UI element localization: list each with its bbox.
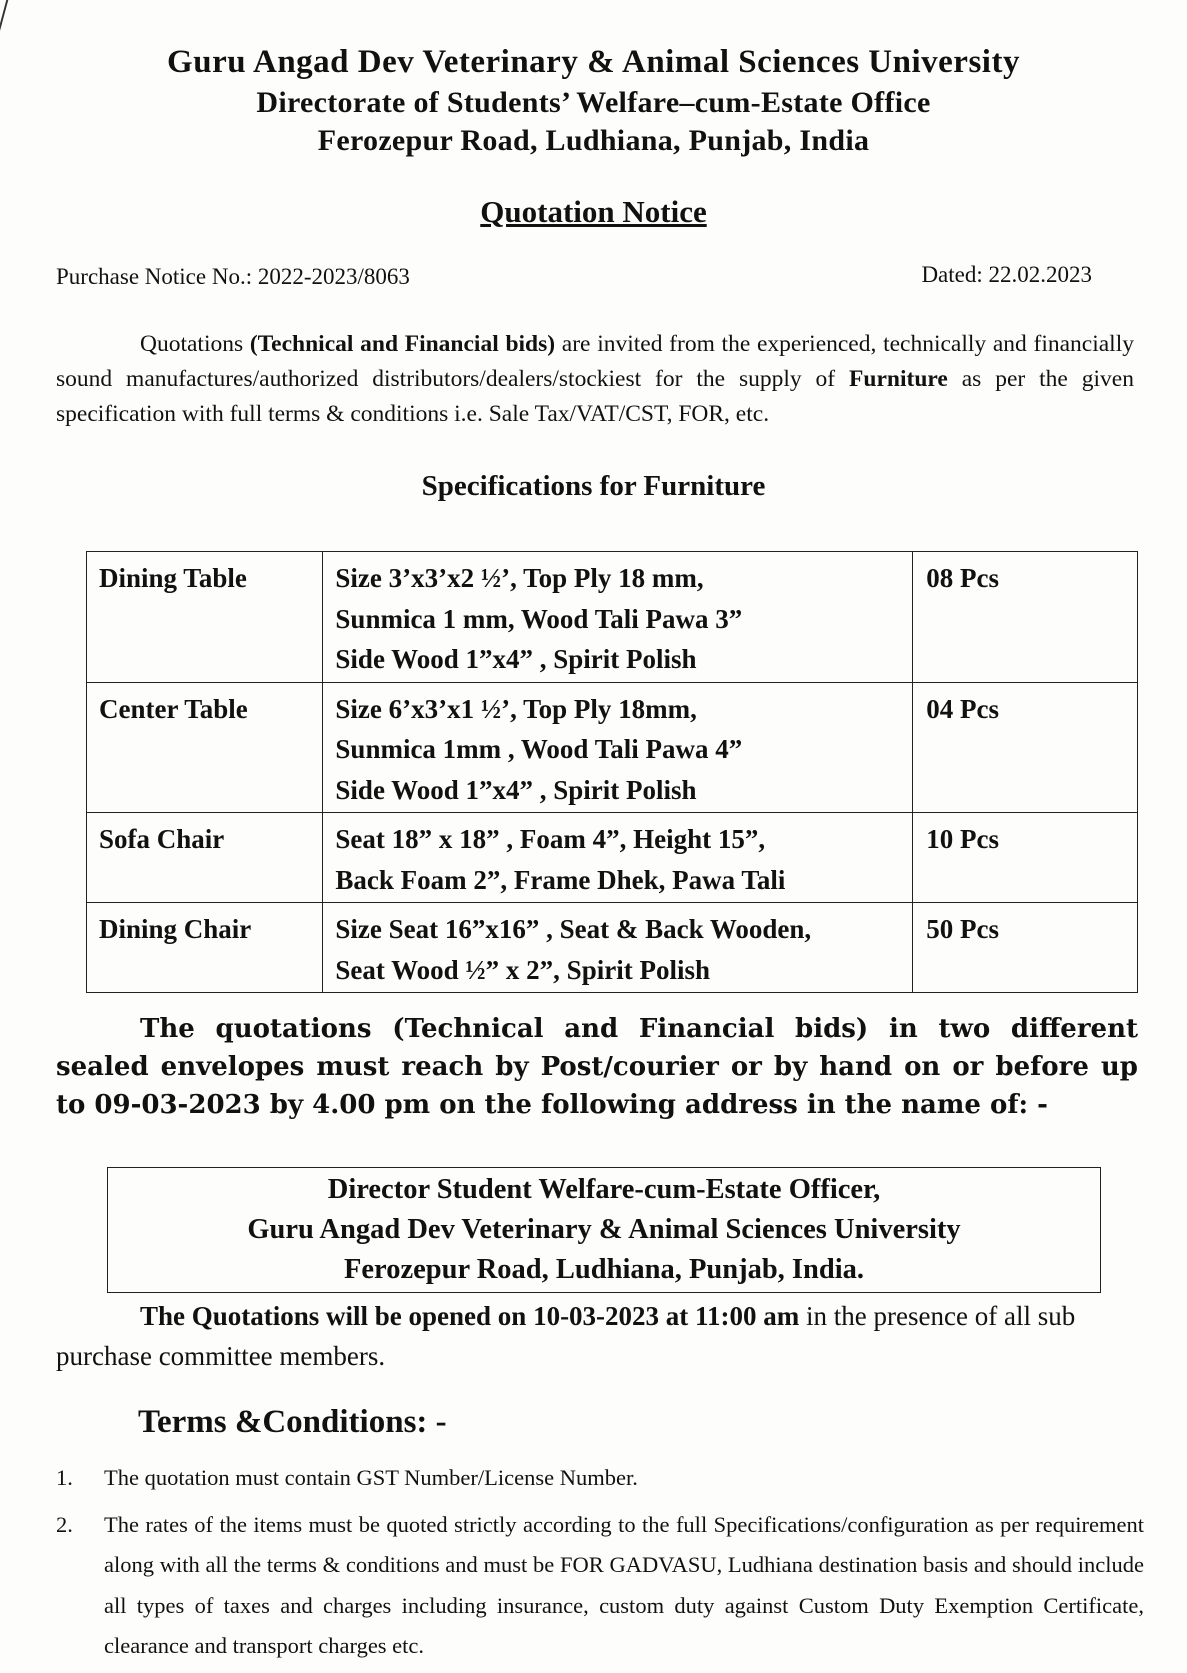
- directorate-name: Directorate of Students’ Welfare–cum-Estate Office: [256, 86, 931, 119]
- terms-title: Terms &Conditions: -: [138, 1404, 447, 1440]
- item-spec-cell: [323, 903, 913, 993]
- notice-title: Quotation Notice: [480, 194, 707, 229]
- notice-date: Dated: 22.02.2023: [921, 262, 1092, 287]
- intro-paragraph: [56, 327, 1134, 432]
- intro-bold-bids: (Technical and Financial bids): [249, 331, 556, 357]
- item-quantity-cell: 04 Pcs: [913, 682, 1138, 813]
- item-quantity-cell: 10 Pcs: [913, 813, 1138, 903]
- spec-line: Size 3’x3’x2 ½’, Top Ply 18 mm,: [335, 563, 704, 593]
- item-name-cell: Dining Chair: [87, 903, 323, 993]
- table-row: [87, 813, 1138, 903]
- submission-text: The quotations (Technical and Financial bids) in two different sealed envelopes must reach by Post/courier or by hand on or before up to 09-03-2023 by 4.00 pm on the following address in the name of: -: [56, 1014, 1138, 1120]
- office-address: Ferozepur Road, Ludhiana, Punjab, India: [317, 124, 870, 157]
- opening-paragraph: [56, 1296, 1146, 1376]
- intro-bold-furniture: Furniture: [849, 366, 948, 392]
- address-line-2: Guru Angad Dev Veterinary & Animal Sciences University: [247, 1214, 961, 1245]
- opening-bold-text: The Quotations will be opened on 10-03-2023 at 11:00 am: [140, 1301, 800, 1331]
- spec-line: Seat 18” x 18” , Foam 4”, Height 15”,: [335, 824, 766, 854]
- item-name-cell: Center Table: [87, 682, 323, 813]
- spec-line: Side Wood 1”x4” , Spirit Polish: [335, 644, 697, 674]
- corner-pen-mark: [0, 0, 16, 32]
- purchase-notice-number: Purchase Notice No.: 2022-2023/8063: [56, 264, 410, 289]
- intro-text-2: are invited from the experienced, technically and financially sound manufactures/authorized distributors/dealers/stockiest for the supply of: [56, 331, 1134, 392]
- terms-item-text: The rates of the items must be quoted strictly according to the full Specifications/configuration as per requirement along with all the terms & conditions and must be FOR GADVASU, Ludhiana destination basis and should include all types of taxes and charges including insurance, custom duty against Custom Duty Exemption Certificate, clearance and transport charges etc.: [104, 1511, 1144, 1658]
- spec-line: Size 6’x3’x1 ½’, Top Ply 18mm,: [335, 693, 697, 724]
- address-line-3: Ferozepur Road, Ludhiana, Punjab, India.: [344, 1254, 864, 1285]
- terms-item: [56, 1505, 1144, 1667]
- opening-rest-text: in the presence of all sub purchase committee members.: [56, 1301, 1076, 1371]
- specifications-table: [86, 551, 1138, 993]
- intro-text-3: as per the given specification with full terms & conditions i.e. Sale Tax/VAT/CST, FOR, etc.: [56, 366, 1134, 427]
- item-quantity-cell: 08 Pcs: [913, 552, 1138, 683]
- terms-item: [56, 1458, 1144, 1499]
- item-name-cell: Sofa Chair: [87, 813, 323, 903]
- item-quantity-cell: 50 Pcs: [913, 903, 1138, 993]
- terms-item-number: 2.: [56, 1511, 73, 1537]
- terms-list: [56, 1458, 1144, 1673]
- terms-item-text: The quotation must contain GST Number/License Number.: [104, 1465, 638, 1490]
- spec-line: Seat Wood ½” x 2”, Spirit Polish: [335, 954, 710, 985]
- item-spec-cell: [323, 552, 913, 683]
- spec-line: Size Seat 16”x16” , Seat & Back Wooden,: [335, 914, 812, 944]
- spec-line: Side Wood 1”x4” , Spirit Polish: [335, 774, 697, 805]
- address-box: [107, 1167, 1101, 1293]
- terms-item-number: 1.: [56, 1465, 73, 1490]
- item-spec-cell: [323, 813, 913, 903]
- table-row: [87, 903, 1138, 993]
- spec-line: Sunmica 1 mm, Wood Tali Pawa 3”: [335, 603, 743, 634]
- item-spec-cell: [323, 682, 913, 813]
- table-row: [87, 552, 1138, 683]
- spec-line: Sunmica 1mm , Wood Tali Pawa 4”: [335, 734, 743, 764]
- submission-paragraph: [56, 1010, 1138, 1124]
- table-row: [87, 682, 1138, 813]
- university-name: Guru Angad Dev Veterinary & Animal Sciences University: [167, 44, 1020, 80]
- spec-line: Back Foam 2”, Frame Dhek, Pawa Tali: [335, 864, 786, 895]
- intro-text-1: Quotations: [140, 331, 250, 357]
- item-name-cell: Dining Table: [87, 552, 323, 683]
- specifications-title: Specifications for Furniture: [421, 470, 766, 502]
- address-line-1: Director Student Welfare-cum-Estate Officer,: [327, 1174, 881, 1205]
